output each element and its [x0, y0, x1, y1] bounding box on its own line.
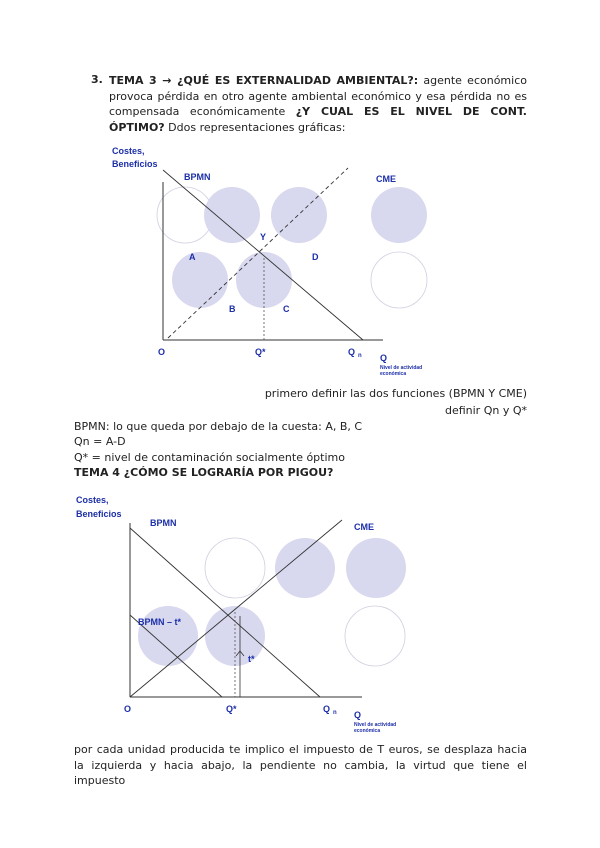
- x-axis-sublabel: Nivel de actividad: [380, 365, 423, 371]
- bpmn-t-label: BPMN – t*: [138, 617, 182, 627]
- shaded-circle: [346, 538, 406, 598]
- section-4-heading: TEMA 4 ¿CÓMO SE LOGRARÍA POR PIGOU?: [74, 466, 334, 479]
- note-line-2: Qn = A-D: [74, 435, 126, 448]
- x-axis-sublabel-2: económica: [354, 728, 381, 734]
- list-number: 3.: [91, 73, 103, 86]
- cme-label: CME: [354, 522, 374, 532]
- bpmn-label: BPMN: [150, 518, 177, 528]
- a-label: A: [189, 252, 196, 262]
- x-axis-label: Q: [380, 353, 388, 363]
- x-axis-label: Q: [354, 710, 362, 720]
- y-label: Y: [260, 232, 267, 242]
- y-axis-label-2: Beneficios: [112, 159, 158, 169]
- d-label: D: [312, 252, 319, 262]
- section-3-text-2: Ddos representaciones gráficas:: [164, 120, 346, 134]
- empty-circle: [345, 606, 405, 666]
- origin-label: O: [124, 704, 132, 714]
- y-axis-label-2: Beneficios: [76, 509, 122, 519]
- bpmn-label: BPMN: [184, 172, 211, 182]
- shaded-circle: [271, 187, 327, 243]
- y-axis-label: Costes,: [112, 146, 145, 156]
- x-axis-sublabel-2: económica: [380, 371, 407, 377]
- note-line-1: BPMN: lo que queda por debajo de la cuesta: A, B, C: [74, 420, 363, 433]
- note-line-3: Q* = nivel de contaminación socialmente óptimo: [74, 451, 345, 464]
- section-3-text: agente económico provoca pérdida en otro agente ambiental económico y esa pérdida no es compensada económicamente: [109, 74, 527, 118]
- empty-circle: [205, 538, 265, 598]
- qn-label: Q $_n$: [323, 704, 337, 716]
- shaded-circle-left: [138, 606, 198, 666]
- x-axis-sublabel: Nivel de actividad: [354, 722, 397, 728]
- closing-paragraph: por cada unidad producida te implico el impuesto de T euros, se desplaza hacia la izquierda y hacia abajo, la pendiente no cambia, la virtud que tiene el impuesto: [74, 743, 527, 787]
- b-label: B: [229, 304, 236, 314]
- qn-label: Q $_n$: [348, 347, 362, 359]
- qstar-label: Q*: [226, 704, 237, 714]
- empty-circle: [371, 252, 427, 308]
- note-right-2: definir Qn y Q*: [444, 404, 527, 417]
- c-label: C: [283, 304, 290, 314]
- section-3-question: ¿Y CUAL ES EL NIVEL DE CONT. ÓPTIMO?: [109, 105, 527, 134]
- qstar-label: Q*: [255, 347, 266, 357]
- pigou-diagram: [72, 490, 442, 740]
- note-right-1: primero definir las dos funciones (BPMN Y CME): [264, 387, 527, 400]
- cme-label: CME: [376, 174, 396, 184]
- tstar-label: t*: [248, 654, 255, 664]
- section-3-paragraph: [109, 73, 527, 135]
- section-3-heading: TEMA 3 → ¿QUÉ ES EXTERNALIDAD AMBIENTAL?:: [109, 74, 419, 87]
- origin-label: O: [158, 347, 166, 357]
- y-axis-label: Costes,: [76, 495, 109, 505]
- shaded-circle: [371, 187, 427, 243]
- shaded-circle-a: [172, 252, 228, 308]
- externality-diagram: [100, 140, 440, 380]
- shaded-circle: [204, 187, 260, 243]
